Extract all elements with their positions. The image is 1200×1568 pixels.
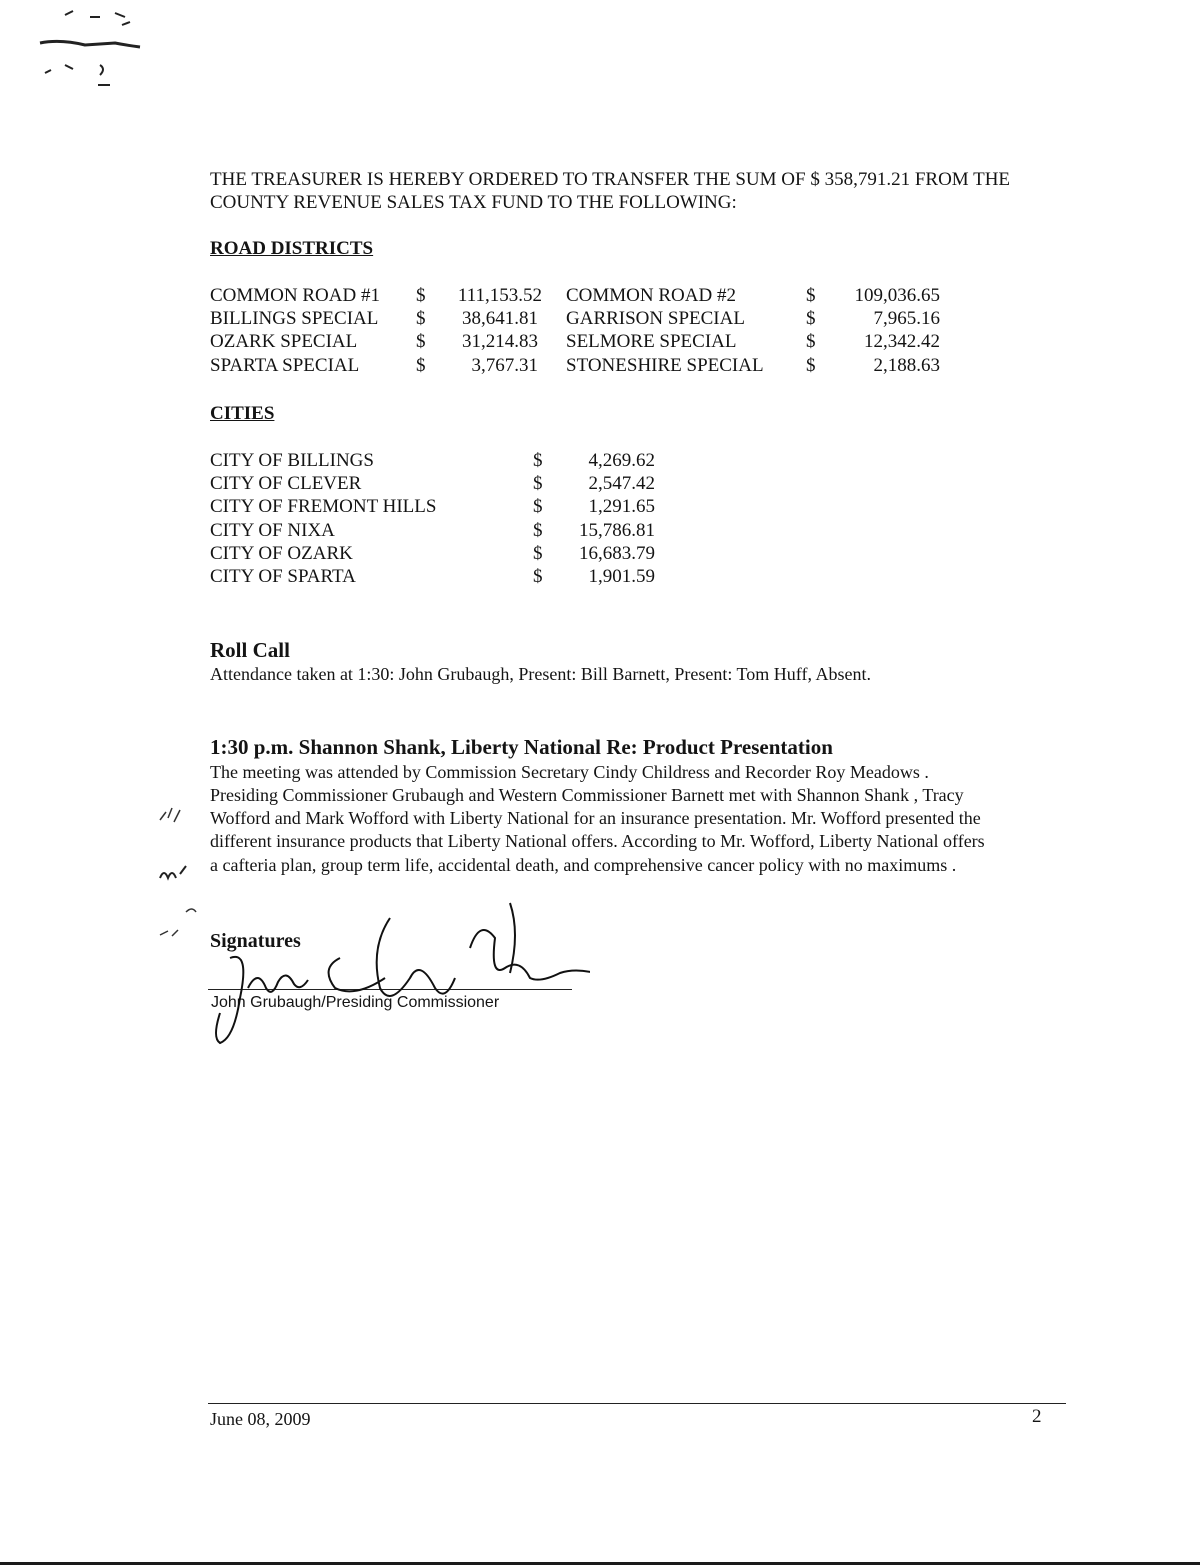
road-name: GARRISON SPECIAL — [566, 308, 745, 329]
currency-symbol: $ — [533, 566, 543, 587]
city-amount: 1,291.65 — [588, 496, 655, 517]
road-name: SELMORE SPECIAL — [566, 331, 737, 352]
roll-call-text: Attendance taken at 1:30: John Grubaugh, Present: Bill Barnett, Present: Tom Huff, Absent. — [210, 664, 871, 684]
road-name: COMMON ROAD #2 — [566, 285, 736, 306]
road-amount: 12,342.42 — [864, 331, 940, 352]
signer-label: John Grubaugh/Presiding Commissioner — [211, 994, 500, 1011]
road-districts-heading: ROAD DISTRICTS — [210, 238, 374, 259]
road-amount: 3,767.31 — [471, 355, 538, 376]
city-name: CITY OF SPARTA — [210, 566, 356, 587]
presentation-line: a cafteria plan, group term life, accidental death, and comprehensive cancer policy with no maximums . — [210, 855, 957, 875]
currency-symbol: $ — [533, 450, 543, 471]
intro-line-1: THE TREASURER IS HEREBY ORDERED TO TRANSFER THE SUM OF $ 358,791.21 FROM THE — [210, 169, 1011, 190]
city-amount: 2,547.42 — [588, 473, 655, 494]
currency-symbol: $ — [416, 355, 426, 376]
scan-marks-top-left — [30, 5, 150, 90]
footer-rule — [208, 1403, 1066, 1404]
road-amount: 109,036.65 — [854, 285, 940, 306]
footer-date: June 08, 2009 — [210, 1409, 311, 1429]
road-name: OZARK SPECIAL — [210, 331, 358, 352]
road-amount: 111,153.52 — [457, 285, 542, 306]
intro-line-2: COUNTY REVENUE SALES TAX FUND TO THE FOLLOWING: — [210, 192, 737, 213]
road-amount: 38,641.81 — [462, 308, 538, 329]
signatures-title: Signatures — [210, 930, 301, 952]
page-number: 2 — [1032, 1406, 1042, 1427]
currency-symbol: $ — [533, 473, 543, 494]
scan-edge — [0, 1562, 1200, 1565]
road-name: BILLINGS SPECIAL — [210, 308, 379, 329]
city-amount: 1,901.59 — [588, 566, 655, 587]
currency-symbol: $ — [416, 308, 426, 329]
handwritten-signature — [200, 898, 590, 1048]
currency-symbol: $ — [416, 285, 426, 306]
road-amount: 31,214.83 — [462, 331, 538, 352]
currency-symbol: $ — [806, 308, 816, 329]
currency-symbol: $ — [806, 285, 816, 306]
currency-symbol: $ — [533, 520, 543, 541]
presentation-line: Wofford and Mark Wofford with Liberty National for an insurance presentation. Mr. Wofford presented the — [210, 808, 981, 828]
currency-symbol: $ — [806, 331, 816, 352]
currency-symbol: $ — [806, 355, 816, 376]
road-name: SPARTA SPECIAL — [210, 355, 360, 376]
currency-symbol: $ — [533, 496, 543, 517]
city-name: CITY OF CLEVER — [210, 473, 362, 494]
road-name: STONESHIRE SPECIAL — [566, 355, 764, 376]
city-name: CITY OF OZARK — [210, 543, 353, 564]
presentation-line: different insurance products that Liberty National offers. According to Mr. Wofford, Liberty National offers — [210, 831, 985, 851]
city-amount: 16,683.79 — [579, 543, 655, 564]
city-name: CITY OF BILLINGS — [210, 450, 374, 471]
currency-symbol: $ — [416, 331, 426, 352]
city-amount: 15,786.81 — [579, 520, 655, 541]
city-name: CITY OF NIXA — [210, 520, 335, 541]
presentation-line: The meeting was attended by Commission Secretary Cindy Childress and Recorder Roy Meadows . — [210, 762, 929, 782]
cities-heading: CITIES — [210, 403, 275, 424]
currency-symbol: $ — [533, 543, 543, 564]
presentation-title: 1:30 p.m. Shannon Shank, Liberty National Re: Product Presentation — [210, 735, 833, 759]
city-name: CITY OF FREMONT HILLS — [210, 496, 437, 517]
road-amount: 2,188.63 — [873, 355, 940, 376]
roll-call-title: Roll Call — [210, 638, 290, 662]
city-amount: 4,269.62 — [588, 450, 655, 471]
presentation-line: Presiding Commissioner Grubaugh and Western Commissioner Barnett met with Shannon Shank , Tracy — [210, 785, 964, 805]
road-amount: 7,965.16 — [873, 308, 940, 329]
road-name: COMMON ROAD #1 — [210, 285, 380, 306]
